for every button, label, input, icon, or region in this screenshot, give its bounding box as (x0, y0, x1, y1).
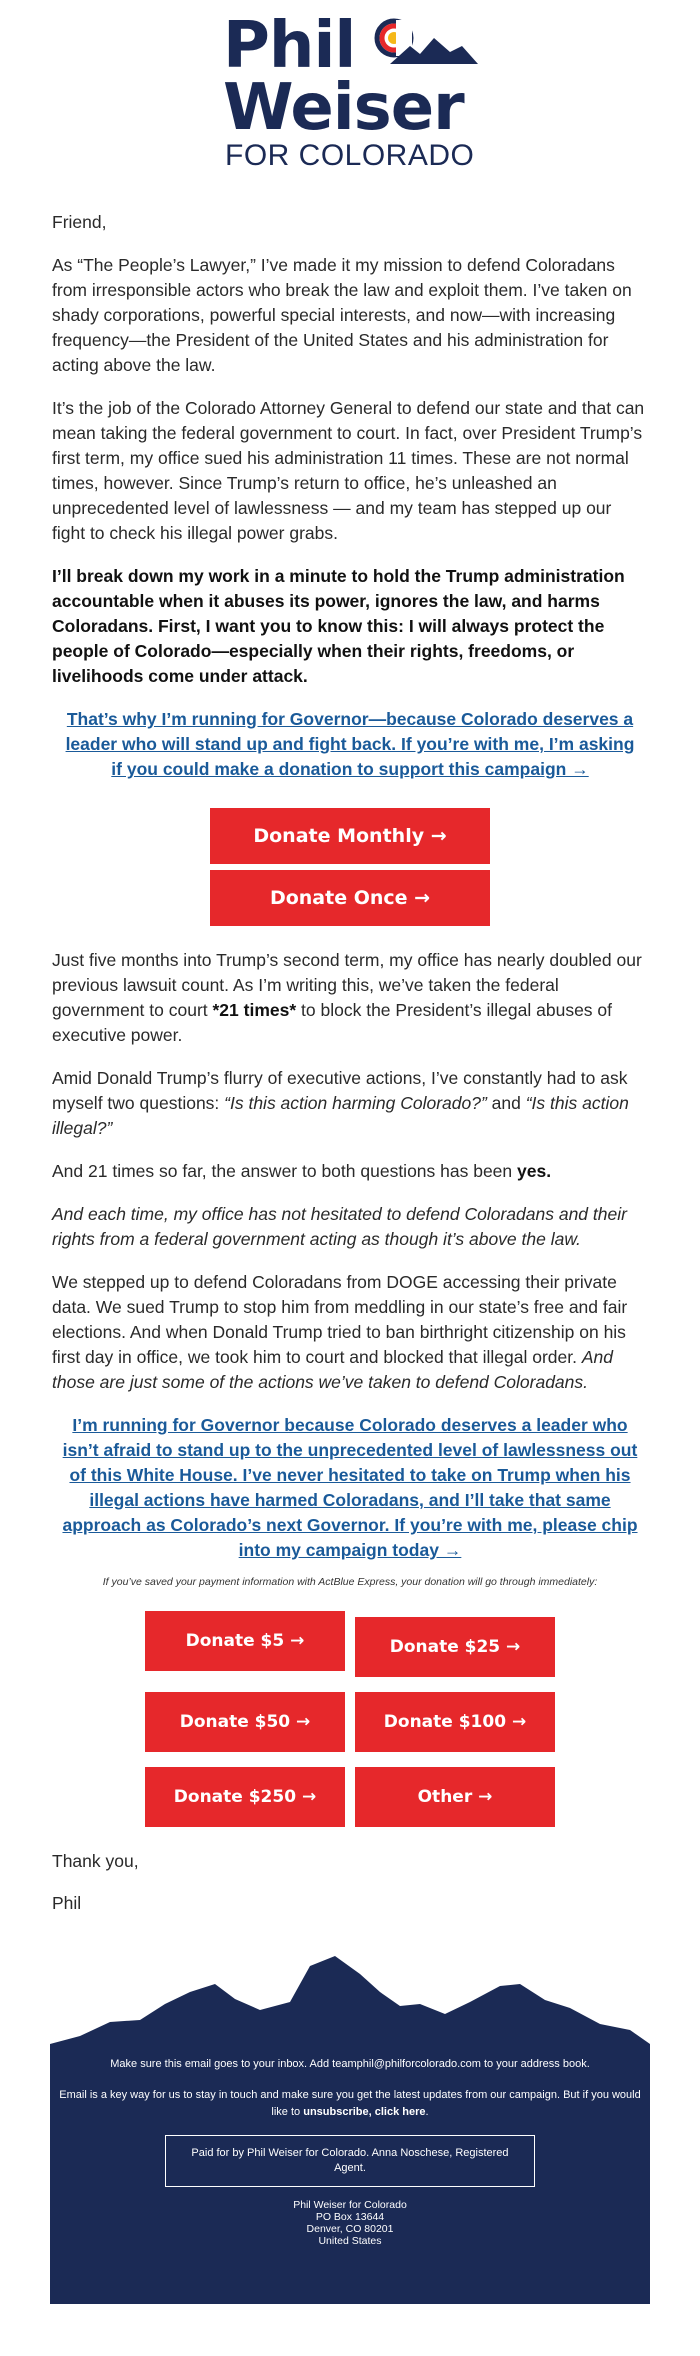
paragraph-5 (52, 1066, 648, 1141)
donate-buttons (210, 808, 490, 926)
campaign-logo (0, 0, 700, 190)
donate-100-button[interactable]: Donate $100 → (355, 1692, 555, 1752)
donate-other-button[interactable]: Other → (355, 1767, 555, 1827)
paragraph-1: As “The People’s Lawyer,” I’ve made it my mission to defend Coloradans from irresponsible actors who break the law and exploit them. I’ve taken on shady corporations, powerful special interests, and now—with increasing frequency—the President of the United States and his administration for acting above the law. (52, 255, 632, 375)
paragraph-8-text-b: And those are just some of the actions we’ve taken to defend Coloradans. (52, 1347, 613, 1392)
paragraph-7: And each time, my office has not hesitated to defend Coloradans and their rights from a federal government acting as though it’s above the law. (52, 1204, 627, 1249)
paragraph-4 (52, 948, 648, 1048)
email-body (0, 210, 700, 1916)
address-line-3: Denver, CO 80201 (306, 2223, 394, 2235)
signature: Phil (52, 1893, 82, 1913)
address-line-4: United States (318, 2235, 382, 2247)
paragraph-2: It’s the job of the Colorado Attorney General to defend our state and that can mean taking the federal government to court. In fact, over President Trump’s first term, my office sued his administration 11 times. These are not normal times, however. Since Trump’s return to office, he’s unleashed an unprecedented level of lawlessness — and my team has stepped up our fight to check his illegal power grabs. (52, 398, 645, 543)
unsubscribe-link[interactable]: unsubscribe, click here (303, 2106, 426, 2118)
donate-5-button[interactable]: Donate $5 → (145, 1611, 345, 1671)
actblue-express-note: If you’ve saved your payment information with ActBlue Express, your donation will go through immediately: (102, 1576, 598, 1588)
donate-once-button[interactable]: Donate Once → (210, 870, 490, 926)
footer (0, 1944, 700, 2304)
footer-line-1: Make sure this email goes to your inbox. Add teamphil@philforcolorado.com to your address book. (110, 2058, 590, 2070)
paragraph-8 (52, 1270, 648, 1395)
footer-line-2-end: . (425, 2106, 429, 2118)
colorado-c-mountain-icon (372, 16, 482, 80)
lawsuit-count: *21 times* (212, 1000, 297, 1020)
question-2: “Is this action illegal?” (52, 1093, 629, 1138)
donate-50-button[interactable]: Donate $50 → (145, 1692, 345, 1752)
paragraph-6-text-a: And 21 times so far, the answer to both questions has been (52, 1161, 518, 1181)
paragraph-3: I’ll break down my work in a minute to hold the Trump administration accountable when it abuses its power, ignores the law, and harms Coloradans. First, I want you to know this: I will always protect the people of Colorado—especially when their rights, freedoms, or livelihoods come under attack. (52, 566, 625, 686)
donate-25-button[interactable]: Donate $25 → (355, 1617, 555, 1677)
paragraph-8-text-a: We stepped up to defend Coloradans from DOGE accessing their private data. We sued Trump to stop him from meddling in our state’s free and fair elections. And when Donald Trump tried to ban birthright citizenship on his first day in office, we took him to court and blocked that illegal order. (52, 1272, 628, 1367)
donate-monthly-button[interactable]: Donate Monthly → (210, 808, 490, 864)
donate-link-1[interactable]: That’s why I’m running for Governor—because Colorado deserves a leader who will stand up and fight back. If you’re with me, I’m asking if you could make a donation to support this campaign → (65, 709, 635, 779)
paid-for-box: Paid for by Phil Weiser for Colorado. Anna Noschese, Registered Agent. (165, 2135, 535, 2187)
greeting: Friend, (52, 212, 107, 232)
footer-line-2 (50, 2087, 650, 2121)
paragraph-5-text-c: and (486, 1093, 526, 1113)
logo-weiser-text: Weiser (223, 71, 464, 145)
paragraph-5-text-a: Amid Donald Trump’s flurry of executive actions, I’ve constantly had to ask myself two questions: (52, 1068, 628, 1113)
paragraph-4-text-a: Just five months into Trump’s second term, my office has nearly doubled our previous lawsuit count. As I’m writing this, we’ve taken the federal government to court (52, 950, 642, 1020)
closing: Thank you, (52, 1851, 139, 1871)
logo-phil-text: Phil (223, 9, 356, 83)
donate-250-button[interactable]: Donate $250 → (145, 1767, 345, 1827)
question-1: “Is this action harming Colorado?” (224, 1093, 487, 1113)
paragraph-4-text-c: to block the President’s illegal abuses of executive power. (52, 1000, 613, 1045)
address-line-2: PO Box 13644 (315, 2211, 385, 2223)
donate-link-2[interactable]: I’m running for Governor because Colorado deserves a leader who isn’t afraid to stand up to the unprecedented level of lawlessness out of this White House. I’ve never hesitated to take on Trump when his illegal actions have harmed Coloradans, and I’ll take that same approach as Colorado’s next Governor. If you’re with me, please chip into my campaign today → (62, 1415, 638, 1560)
donation-amount-grid (145, 1611, 555, 1827)
footer-text (50, 2056, 650, 2247)
answer-yes: yes. (517, 1161, 552, 1181)
footer-line-2-text: Email is a key way for us to stay in touch and make sure you get the latest updates from our campaign. But if you would like to (59, 2089, 641, 2118)
address-line-1: Phil Weiser for Colorado (293, 2199, 407, 2211)
paragraph-6 (52, 1159, 648, 1184)
logo-for-colorado-text: FOR COLORADO (225, 139, 475, 172)
